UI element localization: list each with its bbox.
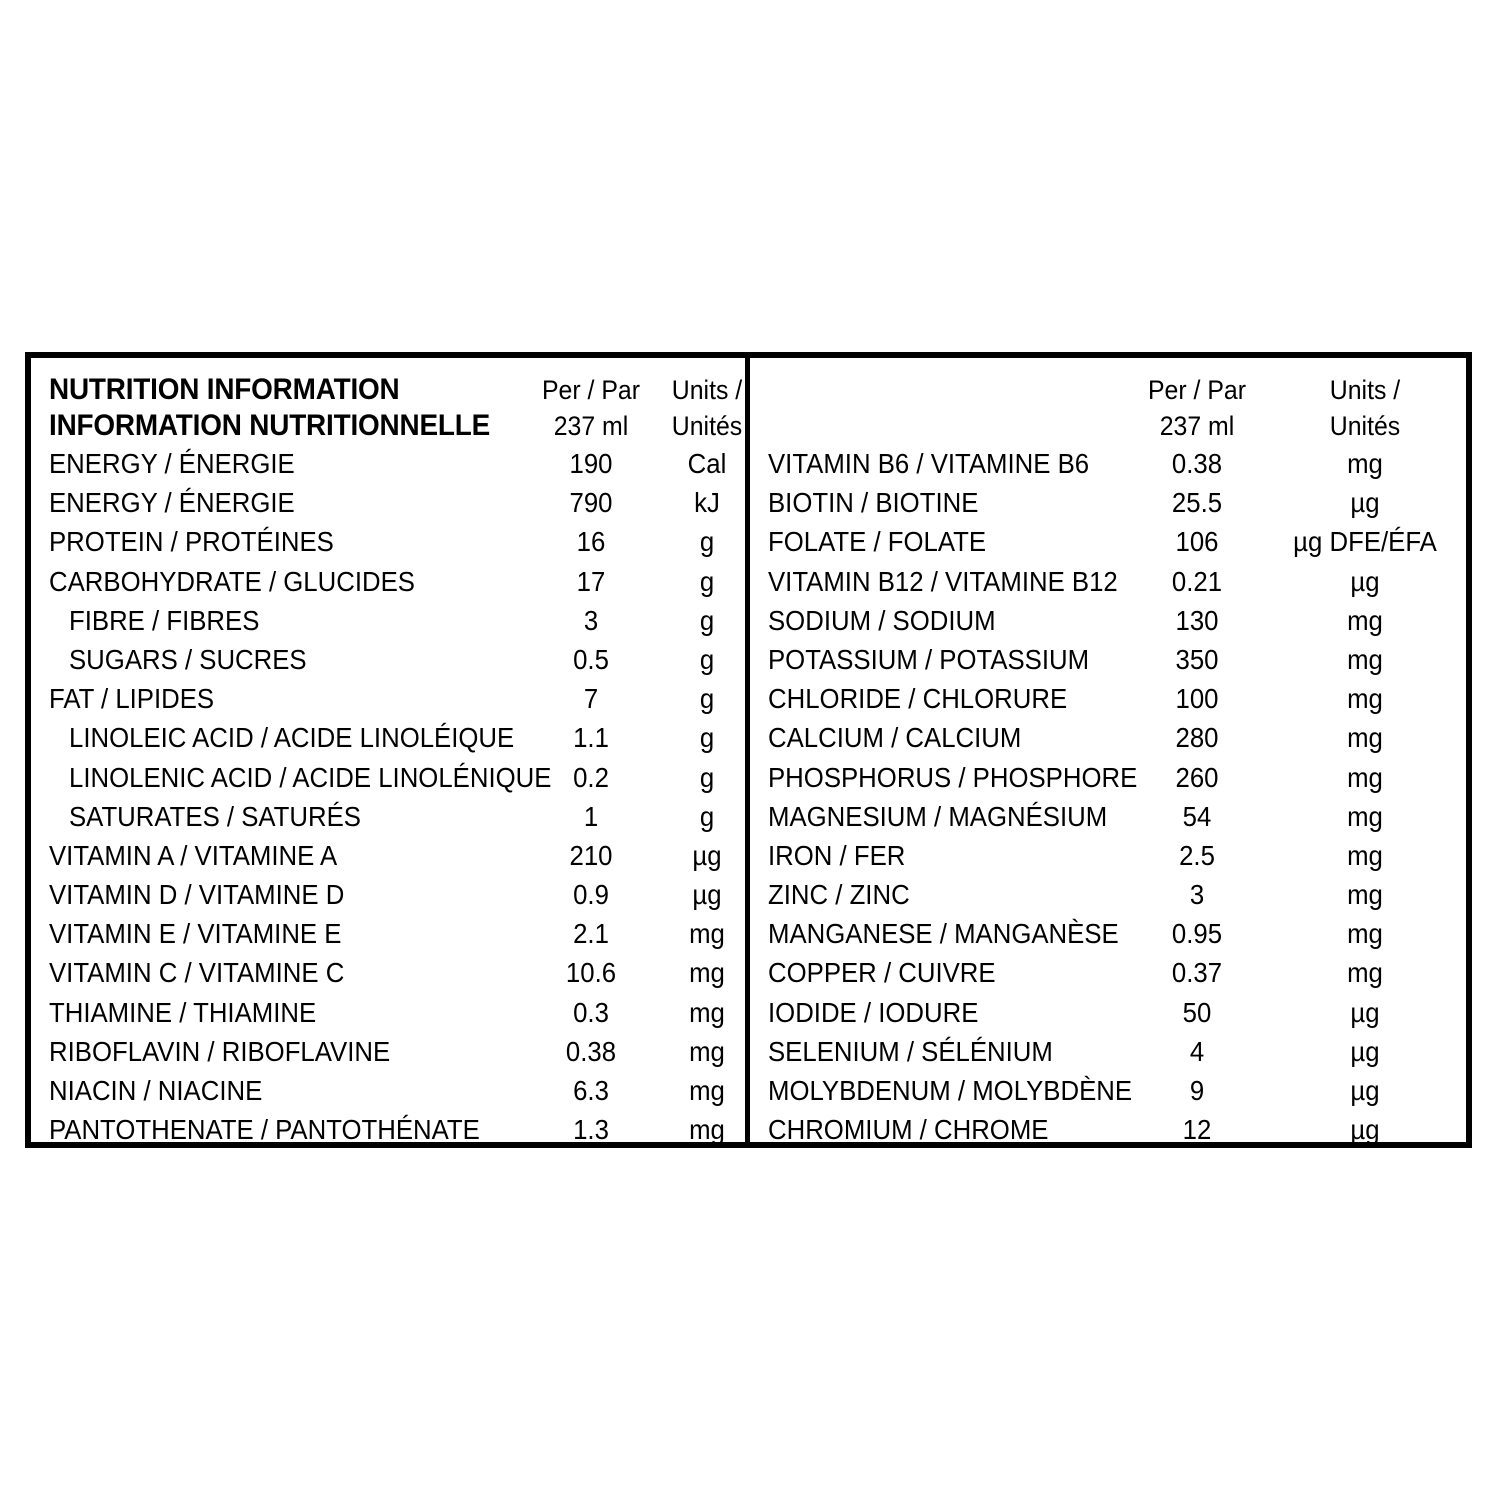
- nutrient-row: [750, 914, 1466, 953]
- right-per-header-line2: 237 ml: [1159, 411, 1235, 441]
- nutrient-value: 2.5: [1179, 839, 1215, 871]
- right-per-header-line1: Per / Par: [1147, 375, 1247, 405]
- nutrient-row: [31, 836, 745, 875]
- nutrient-unit: µg: [1350, 565, 1380, 597]
- nutrient-label: MAGNESIUM / MAGNÉSIUM: [768, 800, 1108, 832]
- nutrient-label: IRON / FER: [768, 839, 906, 871]
- nutrient-value: 10.6: [565, 957, 617, 989]
- nutrient-row: [31, 679, 745, 718]
- nutrient-row: [31, 953, 745, 992]
- nutrient-label: RIBOFLAVIN / RIBOFLAVINE: [49, 1035, 391, 1067]
- nutrient-row: [31, 875, 745, 914]
- nutrient-row: [31, 797, 745, 836]
- nutrient-label: ENERGY / ÉNERGIE: [49, 448, 295, 479]
- nutrient-row: [750, 993, 1466, 1032]
- nutrient-label: THIAMINE / THIAMINE: [49, 996, 317, 1028]
- nutrient-row: [750, 562, 1466, 601]
- nutrient-unit: µg: [692, 839, 722, 871]
- nutrient-row: [750, 953, 1466, 992]
- nutrient-row: [31, 444, 745, 483]
- left-units-header-line2: Unités: [671, 411, 743, 441]
- nutrient-value: 17: [576, 565, 606, 597]
- nutrient-row: [750, 1110, 1466, 1149]
- nutrient-unit: g: [699, 604, 715, 636]
- nutrient-value: 12: [1182, 1114, 1212, 1146]
- nutrient-row: [31, 758, 745, 797]
- nutrient-label: VITAMIN E / VITAMINE E: [49, 918, 342, 950]
- nutrient-value: 0.21: [1171, 565, 1223, 597]
- nutrient-unit: µg DFE/ÉFA: [1293, 526, 1437, 558]
- right-per-column-header: [1123, 372, 1270, 444]
- left-column-header: [31, 372, 745, 444]
- nutrient-label: MOLYBDENUM / MOLYBDÈNE: [768, 1075, 1133, 1106]
- nutrient-label: FIBRE / FIBRES: [69, 604, 260, 636]
- nutrient-label: CHLORIDE / CHLORURE: [768, 683, 1068, 715]
- nutrient-unit: mg: [1347, 918, 1383, 950]
- nutrient-label: VITAMIN B12 / VITAMINE B12: [768, 565, 1118, 597]
- nutrient-value: 190: [569, 448, 613, 479]
- nutrient-label: CHROMIUM / CHROME: [768, 1114, 1049, 1146]
- nutrient-label: CARBOHYDRATE / GLUCIDES: [49, 565, 415, 597]
- nutrient-unit: µg: [1350, 1075, 1380, 1106]
- nutrient-row: [750, 1071, 1466, 1110]
- nutrient-label: BIOTIN / BIOTINE: [768, 487, 979, 519]
- nutrient-unit: mg: [1347, 448, 1383, 479]
- nutrient-unit: mg: [1347, 761, 1383, 793]
- right-nutrient-rows: [750, 444, 1466, 1149]
- nutrition-information-panel: [25, 352, 1472, 1148]
- nutrient-row: [31, 1071, 745, 1110]
- nutrient-unit: mg: [689, 996, 725, 1028]
- nutrient-value: 790: [569, 487, 613, 519]
- nutrient-unit: µg: [692, 879, 722, 911]
- nutrient-value: 130: [1175, 604, 1219, 636]
- nutrient-row: [750, 640, 1466, 679]
- nutrient-unit: mg: [1347, 722, 1383, 754]
- nutrient-value: 0.38: [1171, 448, 1223, 479]
- nutrient-row: [31, 522, 745, 561]
- nutrient-label: LINOLEIC ACID / ACIDE LINOLÉIQUE: [69, 722, 515, 754]
- nutrient-row: [750, 444, 1466, 483]
- nutrient-row: [31, 993, 745, 1032]
- nutrient-label: PHOSPHORUS / PHOSPHORE: [768, 761, 1138, 793]
- nutrient-unit: g: [699, 565, 715, 597]
- nutrition-right-column: [745, 358, 1466, 1146]
- left-units-header-line1: Units /: [671, 375, 743, 405]
- nutrient-label: VITAMIN C / VITAMINE C: [49, 957, 345, 989]
- nutrient-row: [31, 914, 745, 953]
- nutrient-label: POTASSIUM / POTASSIUM: [768, 643, 1090, 675]
- nutrient-row: [750, 601, 1466, 640]
- panel-title: [49, 372, 490, 444]
- nutrient-row: [750, 483, 1466, 522]
- nutrient-unit: Cal: [687, 448, 727, 479]
- nutrient-value: 210: [569, 839, 613, 871]
- nutrient-unit: µg: [1350, 487, 1380, 519]
- nutrient-unit: mg: [1347, 839, 1383, 871]
- nutrient-label: VITAMIN D / VITAMINE D: [49, 879, 345, 911]
- nutrient-unit: mg: [1347, 879, 1383, 911]
- nutrient-unit: mg: [1347, 604, 1383, 636]
- nutrient-value: 9: [1189, 1075, 1205, 1106]
- nutrient-row: [750, 758, 1466, 797]
- nutrient-label: PROTEIN / PROTÉINES: [49, 526, 334, 558]
- panel-title-english: NUTRITION INFORMATION: [49, 373, 400, 406]
- nutrient-value: 0.2: [573, 761, 609, 793]
- nutrient-label: SELENIUM / SÉLÉNIUM: [768, 1035, 1053, 1067]
- nutrient-value: 54: [1182, 800, 1212, 832]
- nutrient-row: [31, 601, 745, 640]
- nutrient-value: 1: [583, 800, 599, 832]
- nutrient-row: [750, 836, 1466, 875]
- nutrient-value: 6.3: [573, 1075, 609, 1106]
- nutrient-value: 4: [1189, 1035, 1205, 1067]
- nutrient-label: PANTOTHENATE / PANTOTHÉNATE: [49, 1114, 480, 1146]
- nutrient-unit: mg: [689, 1075, 725, 1106]
- nutrient-label: ENERGY / ÉNERGIE: [49, 487, 295, 519]
- left-nutrient-rows: [31, 444, 745, 1149]
- nutrient-value: 25.5: [1171, 487, 1223, 519]
- nutrient-unit: µg: [1350, 1035, 1380, 1067]
- nutrient-label: COPPER / CUIVRE: [768, 957, 996, 989]
- nutrient-value: 0.3: [573, 996, 609, 1028]
- nutrient-row: [31, 1110, 745, 1149]
- nutrient-value: 280: [1175, 722, 1219, 754]
- nutrient-unit: µg: [1350, 1114, 1380, 1146]
- left-per-header-line2: 237 ml: [553, 411, 629, 441]
- nutrient-value: 2.1: [573, 918, 609, 950]
- nutrient-unit: mg: [689, 1114, 725, 1146]
- nutrient-label: LINOLENIC ACID / ACIDE LINOLÉNIQUE: [69, 761, 552, 793]
- nutrient-value: 16: [576, 526, 606, 558]
- nutrient-row: [750, 875, 1466, 914]
- nutrient-unit: µg: [1350, 996, 1380, 1028]
- nutrient-value: 100: [1175, 683, 1219, 715]
- right-units-header-line1: Units /: [1329, 375, 1401, 405]
- nutrient-label: SATURATES / SATURÉS: [69, 800, 361, 832]
- nutrient-row: [31, 718, 745, 757]
- right-units-column-header: [1273, 372, 1457, 444]
- nutrient-row: [31, 1032, 745, 1071]
- nutrient-unit: mg: [689, 957, 725, 989]
- nutrient-label: SODIUM / SODIUM: [768, 604, 996, 636]
- nutrition-left-column: [31, 358, 745, 1146]
- left-per-header-line1: Per / Par: [541, 375, 641, 405]
- right-column-header: [750, 372, 1466, 444]
- nutrient-value: 3: [1189, 879, 1205, 911]
- nutrient-value: 50: [1182, 996, 1212, 1028]
- nutrient-unit: g: [699, 526, 715, 558]
- nutrient-row: [750, 718, 1466, 757]
- nutrient-value: 260: [1175, 761, 1219, 793]
- nutrient-label: IODIDE / IODURE: [768, 996, 979, 1028]
- nutrient-unit: mg: [1347, 957, 1383, 989]
- nutrient-value: 350: [1175, 643, 1219, 675]
- nutrient-row: [31, 640, 745, 679]
- nutrient-row: [750, 797, 1466, 836]
- nutrient-row: [750, 679, 1466, 718]
- nutrient-label: VITAMIN A / VITAMINE A: [49, 839, 338, 871]
- nutrient-label: FOLATE / FOLATE: [768, 526, 987, 558]
- nutrient-unit: mg: [1347, 643, 1383, 675]
- nutrient-label: NIACIN / NIACINE: [49, 1075, 263, 1106]
- panel-title-french: INFORMATION NUTRITIONNELLE: [49, 409, 491, 442]
- nutrient-unit: g: [699, 722, 715, 754]
- nutrient-unit: mg: [1347, 800, 1383, 832]
- right-units-header-line2: Unités: [1329, 411, 1401, 441]
- nutrient-unit: g: [699, 761, 715, 793]
- nutrient-label: ZINC / ZINC: [768, 879, 910, 911]
- nutrient-label: MANGANESE / MANGANÈSE: [768, 918, 1119, 950]
- nutrient-row: [31, 562, 745, 601]
- nutrient-value: 0.38: [565, 1035, 617, 1067]
- nutrient-value: 0.95: [1171, 918, 1223, 950]
- nutrient-label: FAT / LIPIDES: [49, 683, 215, 715]
- nutrient-row: [750, 522, 1466, 561]
- nutrient-value: 0.9: [573, 879, 609, 911]
- nutrient-unit: g: [699, 683, 715, 715]
- nutrient-unit: mg: [689, 1035, 725, 1067]
- nutrient-label: VITAMIN B6 / VITAMINE B6: [768, 448, 1090, 479]
- nutrient-unit: g: [699, 800, 715, 832]
- nutrient-unit: mg: [1347, 683, 1383, 715]
- nutrient-row: [750, 1032, 1466, 1071]
- nutrient-unit: kJ: [694, 487, 720, 519]
- nutrient-row: [31, 483, 745, 522]
- nutrient-value: 106: [1175, 526, 1219, 558]
- nutrient-unit: mg: [689, 918, 725, 950]
- nutrient-label: CALCIUM / CALCIUM: [768, 722, 1022, 754]
- nutrient-value: 1.1: [573, 722, 609, 754]
- nutrient-value: 1.3: [573, 1114, 609, 1146]
- nutrient-value: 0.5: [573, 643, 609, 675]
- nutrient-label: SUGARS / SUCRES: [69, 643, 307, 675]
- nutrient-value: 0.37: [1171, 957, 1223, 989]
- nutrient-value: 7: [583, 683, 599, 715]
- nutrient-value: 3: [583, 604, 599, 636]
- nutrient-unit: g: [699, 643, 715, 675]
